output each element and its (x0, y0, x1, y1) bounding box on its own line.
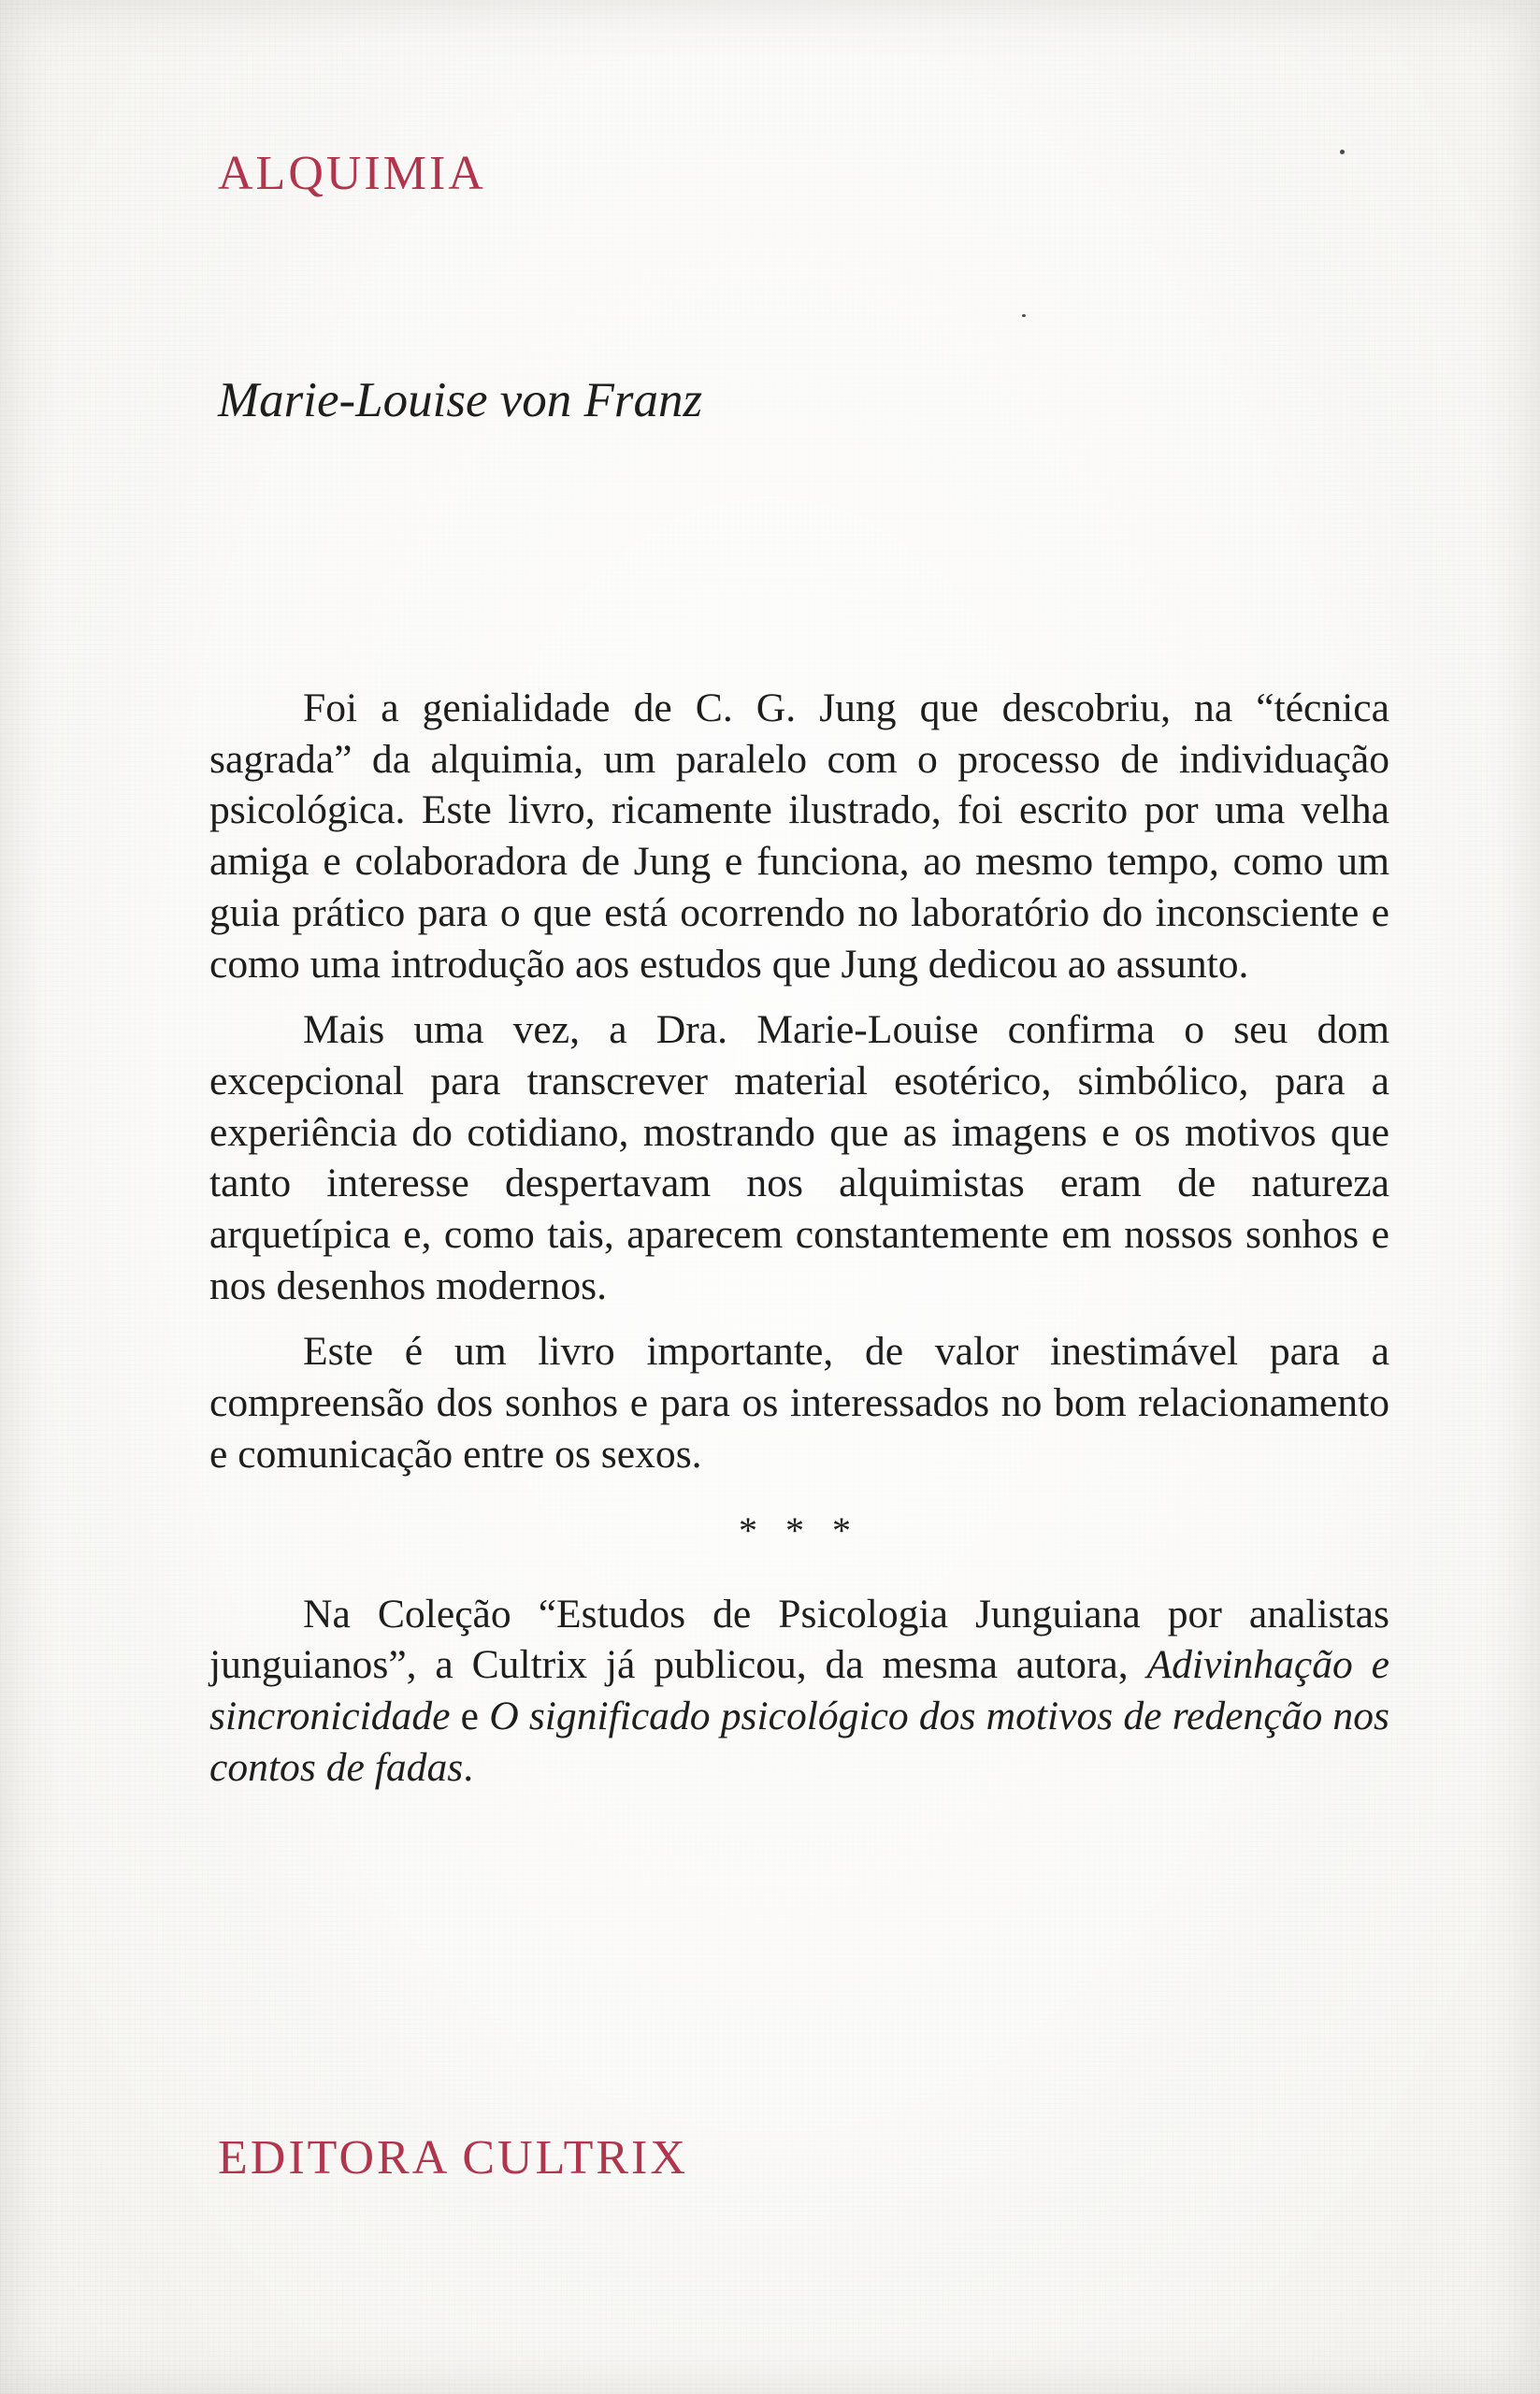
author-name: Marie-Louise von Franz (218, 373, 703, 427)
blurb-paragraph-2: Mais uma vez, a Dra. Marie-Louise confirma o seu dom excepcional para transcrever material esotérico, simbólico, para a experiência do cotidiano, mostrando que as imagens e os motivos que tanto interesse despertavam nos alquimistas eram de natureza arquetípica e, como tais, aparecem constantemente em nossos sonhos e nos desenhos modernos. (209, 1007, 1389, 1308)
collection-note (209, 1589, 1389, 1794)
section-separator: * * * (739, 1508, 860, 1551)
publisher-name: EDITORA CULTRIX (218, 2131, 688, 2185)
blurb-paragraph-1: Foi a genialidade de C. G. Jung que descobriu, na “técnica sagrada” da alquimia, um paralelo com o processo de individuação psicológica. Este livro, ricamente ilustrado, foi escrito por uma velha amiga e colaboradora de Jung e funciona, ao mesmo tempo, como um guia prático para o que está ocorrendo no laboratório do inconsciente e como uma introdução aos estudos que Jung dedicou ao assunto. (209, 685, 1389, 987)
collection-title-2: O significado psicológico dos motivos de redenção nos contos de fadas (209, 1693, 1389, 1790)
book-title: ALQUIMIA (218, 147, 486, 200)
collection-intro: Na Coleção “Estudos de Psicologia Junguiana por analistas junguianos”, a Cultrix já publicou, da mesma autora, (209, 1591, 1389, 1688)
ink-speck (1340, 150, 1345, 154)
collection-connector: e (460, 1693, 480, 1738)
blurb-text (209, 683, 1389, 1808)
ink-speck (1022, 314, 1026, 317)
collection-end: . (463, 1744, 474, 1790)
blurb-paragraph-3: Este é um livro importante, de valor inestimável para a compreensão dos sonhos e para os interessados no bom relacionamento e comunicação entre os sexos. (209, 1329, 1389, 1477)
collection-title-1: Adivinhação e sincronicidade (209, 1642, 1389, 1738)
